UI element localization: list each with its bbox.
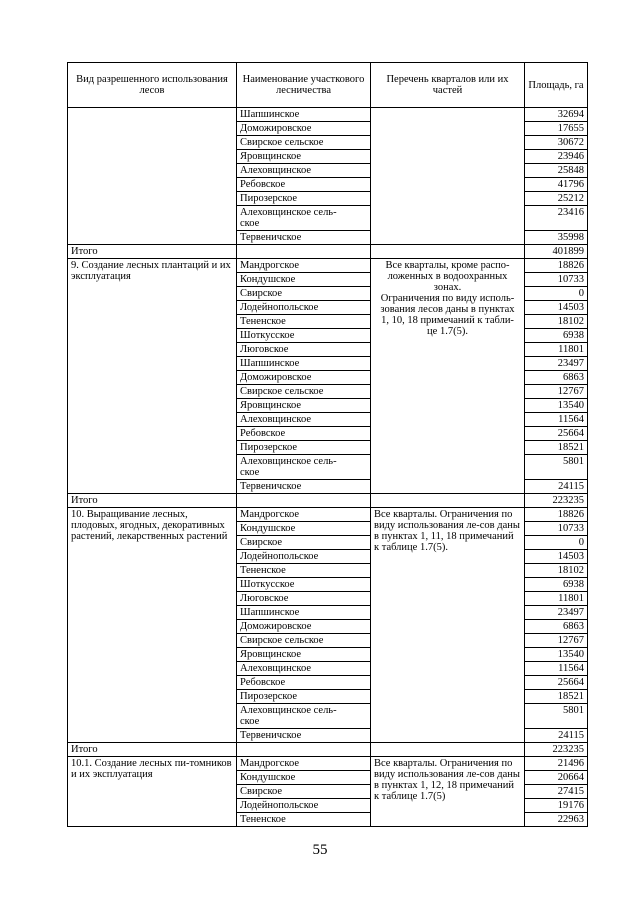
forestry-name-cell [237, 704, 371, 729]
forestry-name-line: Шапшинское [240, 607, 300, 618]
area-cell: 5801 [525, 704, 588, 729]
area-cell: 18521 [525, 441, 588, 455]
area-cell: 25212 [525, 192, 588, 206]
forestry-name-line: Пирозерское [240, 193, 298, 204]
area-cell: 24115 [525, 729, 588, 743]
quarters-cell [371, 757, 525, 827]
forestry-name-cell [237, 385, 371, 399]
forestry-name-cell [237, 729, 371, 743]
forestry-name-line: Люговское [240, 593, 289, 604]
quarters-cell [371, 508, 525, 743]
forestry-name-cell [237, 122, 371, 136]
total-label-cell: Итого [68, 245, 237, 259]
area-cell: 18826 [525, 508, 588, 522]
area-cell: 11801 [525, 592, 588, 606]
forestry-name-cell [237, 178, 371, 192]
quarters-description-line: Ограничения по виду исполь- [380, 293, 515, 304]
forestry-name-cell [237, 357, 371, 371]
forestry-name-cell [237, 441, 371, 455]
quarters-cell [371, 259, 525, 494]
forestry-name-line: Мандрогское [240, 260, 300, 271]
total-label-cell: Итого [68, 743, 237, 757]
area-cell: 17655 [525, 122, 588, 136]
quarters-description-line: ложенных в водоохранных [387, 271, 508, 282]
total-empty-cell [371, 743, 525, 757]
use-type-title: 10. Выращивание лесных, плодовых, ягодных, декоративных растений, лекарственных растений [71, 509, 228, 542]
forestry-name-line: Кондушское [240, 772, 296, 783]
forestry-name-line: Тервеничское [240, 730, 302, 741]
table-header-row [68, 63, 588, 108]
quarters-description-line: Все кварталы, кроме распо- [385, 260, 510, 271]
area-cell: 23497 [525, 357, 588, 371]
forestry-name-cell [237, 771, 371, 785]
forestry-name-cell [237, 136, 371, 150]
forestry-name-line: Лодейнопольское [240, 800, 319, 811]
area-cell: 0 [525, 536, 588, 550]
forestry-name-line: Доможировское [240, 621, 312, 632]
quarters-description-line: 1, 10, 18 примечаний к табли- [381, 315, 514, 326]
forestry-name-line: Пирозерское [240, 691, 298, 702]
area-cell: 25664 [525, 676, 588, 690]
header-use-type: Вид разрешенного использования лесов [68, 63, 237, 108]
forestry-name-line: Алеховщинское сель- [240, 207, 337, 218]
forestry-name-cell [237, 550, 371, 564]
area-cell: 35998 [525, 231, 588, 245]
forestry-name-cell [237, 329, 371, 343]
area-cell: 18102 [525, 564, 588, 578]
area-cell: 23497 [525, 606, 588, 620]
forestry-name-cell [237, 399, 371, 413]
area-cell: 12767 [525, 634, 588, 648]
quarters-description-line: Все кварталы. Ограничения по виду использования ле-сов даны в пунктах 1, 12, 18 примечаний к таблице 1.7(5) [374, 758, 520, 802]
area-cell: 11564 [525, 662, 588, 676]
forestry-name-cell [237, 757, 371, 771]
total-label-cell: Итого [68, 494, 237, 508]
forestry-name-cell [237, 192, 371, 206]
forestry-name-line: Свирское [240, 288, 283, 299]
total-empty-cell [371, 494, 525, 508]
table-row [68, 757, 588, 771]
forestry-name-line: Свирское [240, 537, 283, 548]
forestry-name-line: Яровщинское [240, 649, 302, 660]
area-cell: 18826 [525, 259, 588, 273]
use-type-title: 9. Создание лесных плантаций и их эксплуатация [71, 260, 231, 282]
forestry-name-line: Доможировское [240, 123, 312, 134]
forestry-name-line: Шоткусское [240, 330, 295, 341]
area-cell: 18102 [525, 315, 588, 329]
area-cell: 6938 [525, 578, 588, 592]
forestry-name-line: Мандрогское [240, 758, 300, 769]
forestry-name-line: Алеховщинское [240, 414, 311, 425]
total-row [68, 743, 588, 757]
forestry-name-cell [237, 343, 371, 357]
area-cell: 0 [525, 287, 588, 301]
area-cell: 14503 [525, 550, 588, 564]
forestry-name-cell [237, 371, 371, 385]
use-type-cell [68, 508, 237, 743]
forestry-name-line: Ребовское [240, 179, 286, 190]
forestry-name-line: Алеховщинское сель- [240, 456, 337, 467]
table-row [68, 508, 588, 522]
forestry-name-line: Свирское сельское [240, 635, 324, 646]
forestry-name-line: Мандрогское [240, 509, 300, 520]
page-number: 55 [312, 842, 328, 858]
forestry-name-line: Кондушское [240, 523, 296, 534]
area-cell: 14503 [525, 301, 588, 315]
forestry-name-line: ское [240, 716, 260, 727]
forestry-name-line: Тененское [240, 565, 286, 576]
area-cell: 20664 [525, 771, 588, 785]
forestry-name-cell [237, 315, 371, 329]
area-cell: 19176 [525, 799, 588, 813]
forestry-name-line: Свирское сельское [240, 386, 324, 397]
area-cell: 12767 [525, 385, 588, 399]
area-cell: 22963 [525, 813, 588, 827]
forestry-name-cell [237, 273, 371, 287]
forestry-name-cell [237, 164, 371, 178]
area-cell: 30672 [525, 136, 588, 150]
forestry-name-line: Алеховщинское [240, 165, 311, 176]
area-cell: 23416 [525, 206, 588, 231]
table-row [68, 108, 588, 122]
forestry-name-cell [237, 592, 371, 606]
forestry-name-cell [237, 634, 371, 648]
forestry-name-cell [237, 676, 371, 690]
area-cell: 24115 [525, 480, 588, 494]
forestry-name-line: Тервеничское [240, 232, 302, 243]
forestry-name-cell [237, 287, 371, 301]
area-cell: 6938 [525, 329, 588, 343]
forestry-name-line: Люговское [240, 344, 289, 355]
forestry-name-line: Лодейнопольское [240, 302, 319, 313]
total-value-cell: 401899 [525, 245, 588, 259]
quarters-description-line: Все кварталы. Ограничения по виду использования ле-сов даны в пунктах 1, 11, 18 примечаний к таблице 1.7(5). [374, 509, 520, 553]
area-cell: 23946 [525, 150, 588, 164]
quarters-cell [371, 108, 525, 245]
forestry-name-line: Алеховщинское сель- [240, 705, 337, 716]
forestry-name-line: Тервеничское [240, 481, 302, 492]
quarters-description-line: зонах. [433, 282, 462, 293]
use-type-cell [68, 259, 237, 494]
header-quarters-list: Перечень кварталов или их частей [371, 63, 525, 108]
area-cell: 41796 [525, 178, 588, 192]
total-value-cell: 223235 [525, 743, 588, 757]
area-cell: 11564 [525, 413, 588, 427]
total-empty-cell [371, 245, 525, 259]
forestry-name-cell [237, 662, 371, 676]
forestry-name-cell [237, 301, 371, 315]
area-cell: 10733 [525, 273, 588, 287]
total-value-cell: 223235 [525, 494, 588, 508]
area-cell: 6863 [525, 371, 588, 385]
forestry-name-cell [237, 455, 371, 480]
area-cell: 25848 [525, 164, 588, 178]
forestry-name-line: Шоткусское [240, 579, 295, 590]
use-type-title: 10.1. Создание лесных пи-томников и их эксплуатация [71, 758, 232, 780]
forestry-name-line: Тененское [240, 814, 286, 825]
total-row [68, 245, 588, 259]
use-type-cell-empty [68, 108, 237, 245]
forestry-name-cell [237, 564, 371, 578]
forestry-name-cell [237, 578, 371, 592]
forestry-name-line: Кондушское [240, 274, 296, 285]
forestry-name-cell [237, 413, 371, 427]
area-cell: 13540 [525, 648, 588, 662]
forestry-name-line: Алеховщинское [240, 663, 311, 674]
area-cell: 27415 [525, 785, 588, 799]
header-forestry-name: Наименование участкового лесничества [237, 63, 371, 108]
area-cell: 18521 [525, 690, 588, 704]
area-cell: 32694 [525, 108, 588, 122]
forestry-name-cell [237, 648, 371, 662]
area-cell: 13540 [525, 399, 588, 413]
forestry-name-line: Яровщинское [240, 400, 302, 411]
area-cell: 11801 [525, 343, 588, 357]
forestry-name-line: Свирское сельское [240, 137, 324, 148]
forestry-name-cell [237, 620, 371, 634]
quarters-description-line: зования лесов даны в пунктах [380, 304, 515, 315]
forestry-name-line: Яровщинское [240, 151, 302, 162]
forestry-name-line: Шапшинское [240, 358, 300, 369]
total-empty-cell [237, 743, 371, 757]
forestry-name-cell [237, 606, 371, 620]
forestry-name-cell [237, 785, 371, 799]
forestry-name-cell [237, 480, 371, 494]
forestry-name-line: Шапшинское [240, 109, 300, 120]
forestry-name-cell [237, 508, 371, 522]
forestry-name-cell [237, 150, 371, 164]
forestry-name-cell [237, 259, 371, 273]
forestry-name-cell [237, 799, 371, 813]
total-empty-cell [237, 494, 371, 508]
use-type-cell [68, 757, 237, 827]
area-cell: 6863 [525, 620, 588, 634]
forestry-name-line: ское [240, 218, 260, 229]
forestry-name-cell [237, 108, 371, 122]
total-row [68, 494, 588, 508]
table-row [68, 259, 588, 273]
forestry-name-cell [237, 813, 371, 827]
area-cell: 21496 [525, 757, 588, 771]
table-body [68, 108, 588, 827]
quarters-description-line: це 1.7(5). [427, 326, 468, 337]
forestry-name-line: Ребовское [240, 428, 286, 439]
forestry-name-line: ское [240, 467, 260, 478]
total-empty-cell [237, 245, 371, 259]
forestry-name-cell [237, 231, 371, 245]
forestry-name-cell [237, 536, 371, 550]
forestry-name-line: Доможировское [240, 372, 312, 383]
forestry-name-line: Тененское [240, 316, 286, 327]
forest-use-table [67, 62, 588, 827]
forestry-name-cell [237, 690, 371, 704]
forestry-name-line: Пирозерское [240, 442, 298, 453]
forestry-name-cell [237, 206, 371, 231]
forestry-name-line: Ребовское [240, 677, 286, 688]
area-cell: 25664 [525, 427, 588, 441]
forestry-name-line: Лодейнопольское [240, 551, 319, 562]
header-area: Площадь, га [525, 63, 588, 108]
forestry-name-cell [237, 522, 371, 536]
area-cell: 10733 [525, 522, 588, 536]
forestry-name-cell [237, 427, 371, 441]
forestry-name-line: Свирское [240, 786, 283, 797]
area-cell: 5801 [525, 455, 588, 480]
